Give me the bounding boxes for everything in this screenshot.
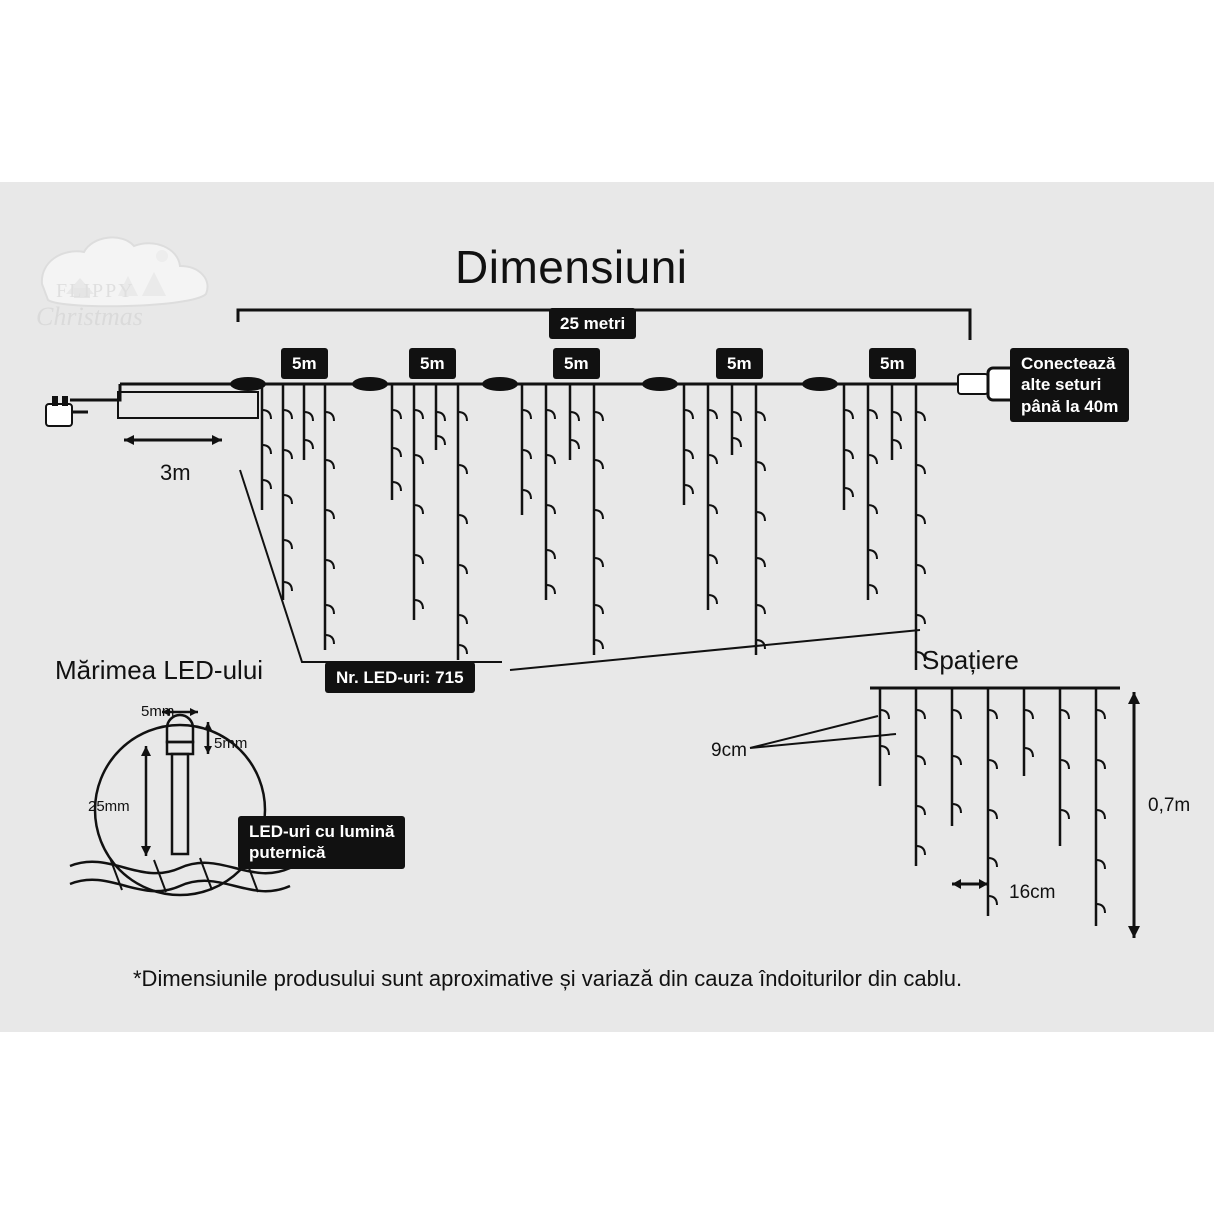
spacing-horizontal-label: 9cm [711, 740, 747, 761]
spacing-title: Spațiere [922, 645, 1019, 675]
led-size-title: Mărimea LED-ului [55, 655, 264, 685]
segment-tag-1: 5m [281, 348, 328, 379]
connect-note-line-1: Conectează [1021, 354, 1116, 373]
led-count-tag: Nr. LED-uri: 715 [325, 662, 475, 693]
main-string-diagram [40, 300, 1180, 700]
led-total-label: 25mm [88, 798, 130, 815]
spacing-diagram [690, 676, 1160, 946]
segment-tag-4: 5m [716, 348, 763, 379]
watermark-line1: FLIPPY [56, 280, 135, 302]
spacing-drop-label: 16cm [1009, 882, 1056, 903]
segment-tag-2: 5m [409, 348, 456, 379]
led-width-label: 5mm [141, 703, 175, 720]
page-title: Dimensiuni [455, 241, 688, 293]
connect-note-line-2: alte seturi [1021, 375, 1102, 395]
led-bright-line-1: LED-uri cu lumină [249, 822, 395, 841]
spacing-height-label: 0,7m [1148, 795, 1191, 816]
led-height-label: 5mm [214, 735, 248, 752]
led-bright-line-2: puternică [249, 843, 326, 863]
connect-note-line-3: până la 40m [1021, 396, 1119, 416]
led-bright-tag [238, 816, 405, 869]
segment-tag-5: 5m [869, 348, 916, 379]
watermark-line2: Christmas [36, 302, 143, 331]
segment-tag-3: 5m [553, 348, 600, 379]
connect-note-tag [1010, 348, 1129, 422]
footnote: *Dimensiunile produsului sunt aproximative și variază din cauza îndoiturilor din cablu. [133, 966, 963, 991]
total-length-tag: 25 metri [549, 308, 636, 339]
lead-cable-label: 3m [160, 460, 191, 485]
